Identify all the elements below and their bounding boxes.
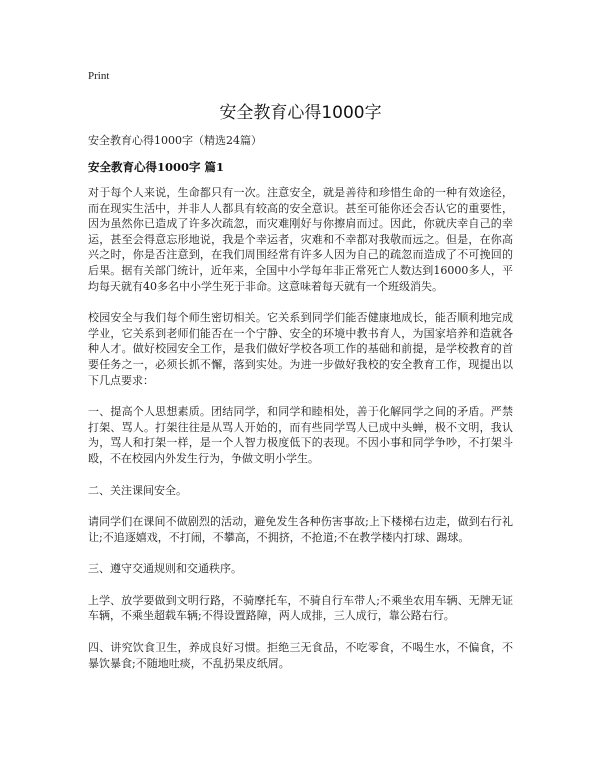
paragraph-1: 对于每个人来说，生命都只有一次。注意安全，就是善待和珍惜生命的一种有效途径，而在现实生活中，并非人人都具有较高的安全意识。甚至可能你还会否认它的重要性，因为虽然你已造成了许多次疏忽，而灾难刚好与你擦肩而过。因此，你就庆幸自己的幸运，甚至会得意忘形地说，我是个幸运者，灾难和不幸都对我敬而远之。但是，在你高兴之时，你是否注意到，在我们周围经常有许多人因为自己的疏忽而造成了不可挽回的后果。据有关部门统计，近年来，全国中小学每年非正常死亡人数达到16000多人，平均每天就有40多名中小学生死于非命。这意味着每天就有一个班级消失。 [88,186,513,293]
paragraph-5: 请同学们在课间不做剧烈的活动，避免发生各种伤害事故;上下楼梯右边走，做到右行礼让;不追逐嬉戏，不打闹，不攀高，不拥挤，不抢道;不在教学楼内打球、踢球。 [88,515,513,544]
document-body [88,185,513,687]
paragraph-7: 上学、放学要做到文明行路，不骑摩托车，不骑自行车带人;不乘坐农用车辆、无牌无证车辆，不乘坐超载车辆;不得设置路障，两人成排，三人成行，靠公路右行。 [88,593,513,623]
print-link[interactable]: Print [88,70,110,82]
paragraph-4: 二、关注课间安全。 [88,483,187,497]
document-title: 安全教育心得1000字 [219,103,382,123]
paragraph-8: 四、讲究饮食卫生，养成良好习惯。拒绝三无食品，不吃零食，不喝生水，不偏食，不暴饮暴食;不随地吐痰，不乱扔果皮纸屑。 [88,641,513,670]
paragraph-2: 校园安全与我们每个师生密切相关。它关系到同学们能否健康地成长，能否顺利地完成学业，它关系到老师们能否在一个宁静、安全的环境中教书育人，为国家培养和造就各种人才。做好校园安全工作，是我们做好学校各项工作的基础和前提，是学校教育的首要任务之一，必须长抓不懈，落到实处。为进一步做好我校的安全教育工作，现提出以下几点要求： [88,311,513,387]
paragraph-6: 三、遵守交通规则和交通秩序。 [88,562,242,576]
section-heading: 安全教育心得1000字 篇1 [88,160,225,174]
paragraph-3: 一、提高个人思想素质。团结同学，和同学和睦相处，善于化解同学之间的矛盾。严禁打架、骂人。打架往往是从骂人开始的，而有些同学骂人已成中头蝉，极不文明，我认为，骂人和打架一样，是一个人智力极度低下的表现。不因小事和同学争吵，不打架斗殴，不在校园内外发生行为，争做文明小学生。 [88,405,513,465]
document-subtitle: 安全教育心得1000字（精选24篇） [88,134,262,147]
